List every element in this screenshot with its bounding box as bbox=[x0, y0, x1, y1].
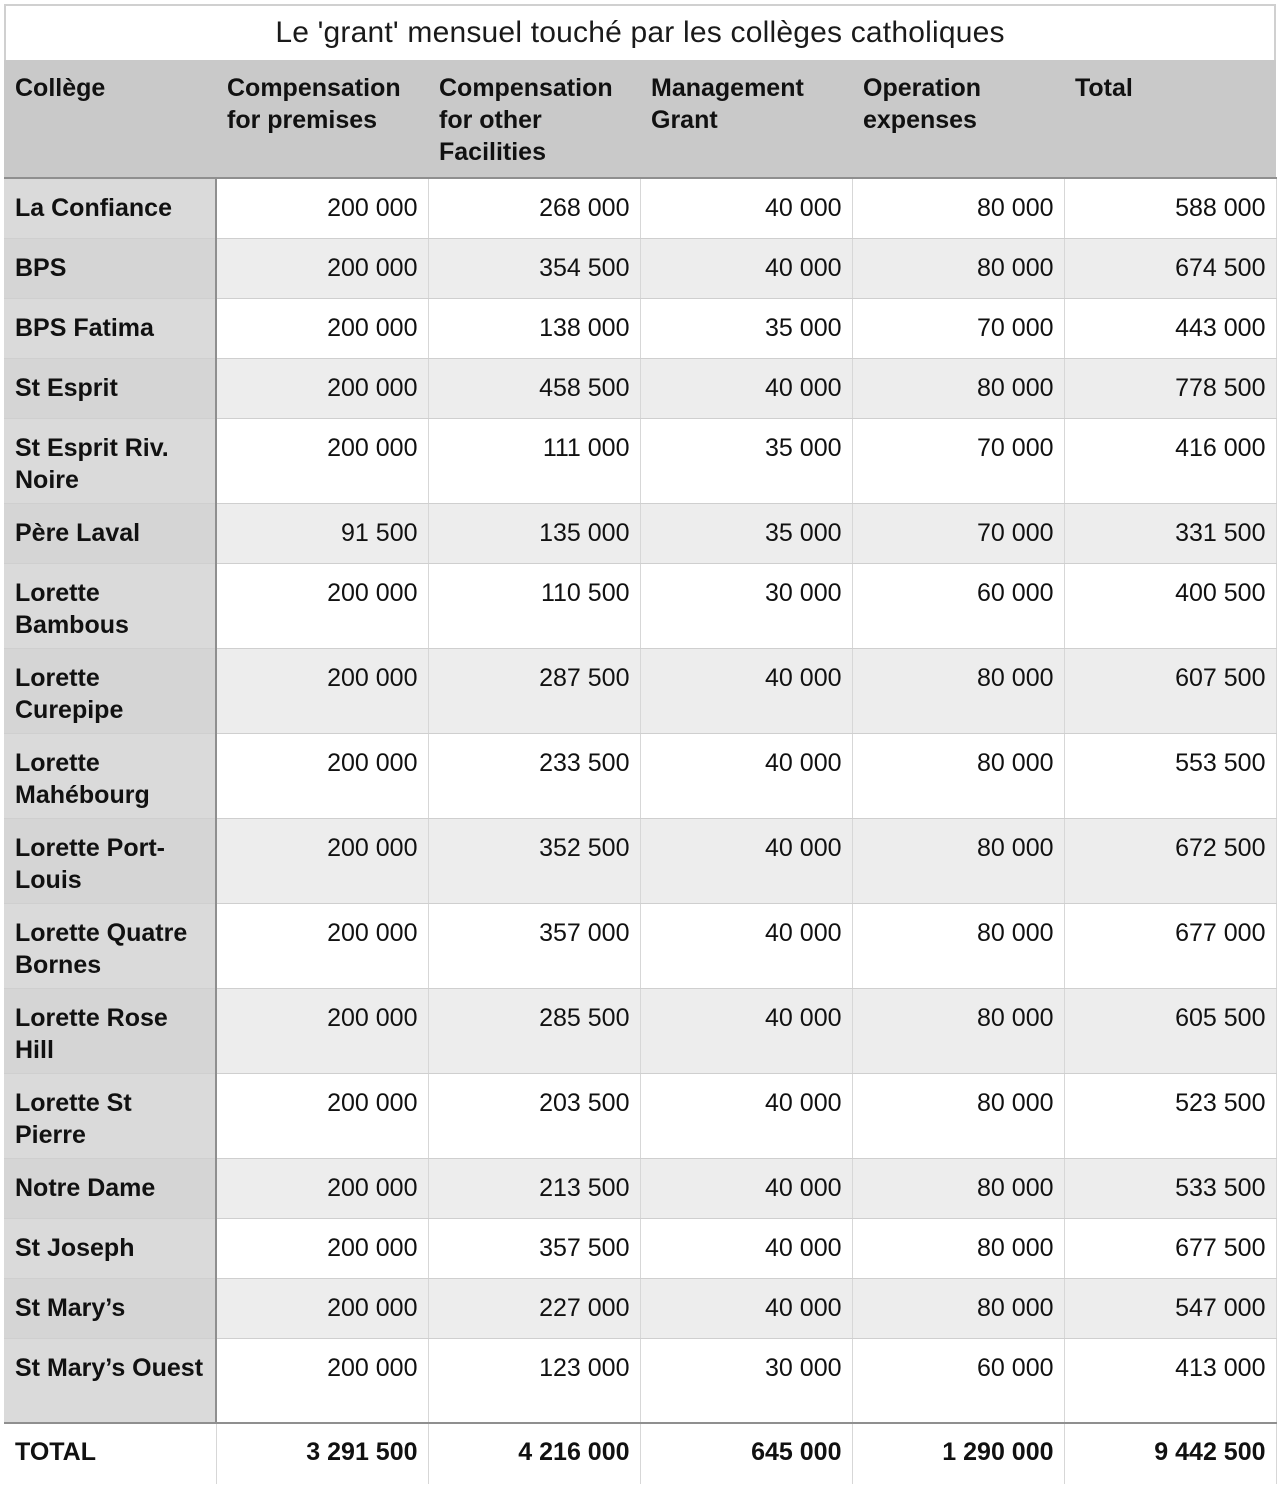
cell-management: 40 000 bbox=[640, 903, 852, 988]
college-name: BPS Fatima bbox=[4, 298, 216, 358]
college-name: Lorette Quatre Bornes bbox=[4, 903, 216, 988]
college-name: St Esprit bbox=[4, 358, 216, 418]
header-compensation-other-facilities: Compensation for other Facilities bbox=[428, 60, 640, 178]
cell-operation: 80 000 bbox=[852, 988, 1064, 1073]
cell-management: 35 000 bbox=[640, 418, 852, 503]
cell-total: 588 000 bbox=[1064, 178, 1276, 238]
college-name: Lorette Rose Hill bbox=[4, 988, 216, 1073]
cell-operation: 60 000 bbox=[852, 563, 1064, 648]
cell-other-facilities: 123 000 bbox=[428, 1338, 640, 1423]
cell-total: 778 500 bbox=[1064, 358, 1276, 418]
total-row bbox=[4, 1423, 1276, 1484]
header-compensation-premises: Compensation for premises bbox=[216, 60, 428, 178]
cell-total: 677 500 bbox=[1064, 1218, 1276, 1278]
cell-other-facilities: 458 500 bbox=[428, 358, 640, 418]
cell-management: 40 000 bbox=[640, 1218, 852, 1278]
cell-premises: 200 000 bbox=[216, 358, 428, 418]
total-cell-management: 645 000 bbox=[640, 1423, 852, 1484]
cell-total: 533 500 bbox=[1064, 1158, 1276, 1218]
table-row bbox=[4, 298, 1276, 358]
cell-total: 416 000 bbox=[1064, 418, 1276, 503]
cell-other-facilities: 138 000 bbox=[428, 298, 640, 358]
cell-premises: 200 000 bbox=[216, 298, 428, 358]
cell-management: 40 000 bbox=[640, 648, 852, 733]
table-row bbox=[4, 648, 1276, 733]
table-title: Le 'grant' mensuel touché par les collèges catholiques bbox=[4, 4, 1276, 60]
table-row bbox=[4, 503, 1276, 563]
cell-total: 413 000 bbox=[1064, 1338, 1276, 1423]
cell-other-facilities: 287 500 bbox=[428, 648, 640, 733]
total-cell-operation: 1 290 000 bbox=[852, 1423, 1064, 1484]
cell-management: 35 000 bbox=[640, 503, 852, 563]
cell-operation: 80 000 bbox=[852, 358, 1064, 418]
college-name: La Confiance bbox=[4, 178, 216, 238]
cell-other-facilities: 203 500 bbox=[428, 1073, 640, 1158]
cell-premises: 91 500 bbox=[216, 503, 428, 563]
cell-other-facilities: 213 500 bbox=[428, 1158, 640, 1218]
cell-total: 331 500 bbox=[1064, 503, 1276, 563]
cell-management: 35 000 bbox=[640, 298, 852, 358]
cell-premises: 200 000 bbox=[216, 733, 428, 818]
cell-management: 40 000 bbox=[640, 238, 852, 298]
total-cell-total: 9 442 500 bbox=[1064, 1423, 1276, 1484]
cell-management: 40 000 bbox=[640, 1278, 852, 1338]
cell-other-facilities: 227 000 bbox=[428, 1278, 640, 1338]
cell-premises: 200 000 bbox=[216, 818, 428, 903]
cell-operation: 60 000 bbox=[852, 1338, 1064, 1423]
college-name: St Esprit Riv. Noire bbox=[4, 418, 216, 503]
cell-management: 40 000 bbox=[640, 178, 852, 238]
table-row bbox=[4, 178, 1276, 238]
table-row bbox=[4, 1218, 1276, 1278]
table-row bbox=[4, 358, 1276, 418]
cell-operation: 80 000 bbox=[852, 178, 1064, 238]
college-name: Père Laval bbox=[4, 503, 216, 563]
cell-total: 607 500 bbox=[1064, 648, 1276, 733]
cell-other-facilities: 352 500 bbox=[428, 818, 640, 903]
college-name: BPS bbox=[4, 238, 216, 298]
cell-operation: 80 000 bbox=[852, 1278, 1064, 1338]
grant-table bbox=[4, 60, 1277, 1484]
table-body bbox=[4, 178, 1276, 1423]
cell-management: 40 000 bbox=[640, 733, 852, 818]
header-management-grant: Management Grant bbox=[640, 60, 852, 178]
cell-premises: 200 000 bbox=[216, 238, 428, 298]
cell-premises: 200 000 bbox=[216, 178, 428, 238]
header-row bbox=[4, 60, 1276, 178]
cell-total: 400 500 bbox=[1064, 563, 1276, 648]
table-row bbox=[4, 818, 1276, 903]
cell-total: 677 000 bbox=[1064, 903, 1276, 988]
header-college: Collège bbox=[4, 60, 216, 178]
cell-other-facilities: 354 500 bbox=[428, 238, 640, 298]
cell-management: 30 000 bbox=[640, 563, 852, 648]
table-row bbox=[4, 1073, 1276, 1158]
cell-total: 443 000 bbox=[1064, 298, 1276, 358]
cell-total: 672 500 bbox=[1064, 818, 1276, 903]
table-row bbox=[4, 1278, 1276, 1338]
college-name: Lorette Bambous bbox=[4, 563, 216, 648]
header-operation-expenses: Operation expenses bbox=[852, 60, 1064, 178]
cell-premises: 200 000 bbox=[216, 563, 428, 648]
table-row bbox=[4, 1338, 1276, 1423]
college-name: Lorette Curepipe bbox=[4, 648, 216, 733]
table-frame bbox=[4, 4, 1276, 1481]
cell-operation: 80 000 bbox=[852, 818, 1064, 903]
cell-premises: 200 000 bbox=[216, 903, 428, 988]
cell-operation: 80 000 bbox=[852, 1218, 1064, 1278]
cell-other-facilities: 285 500 bbox=[428, 988, 640, 1073]
total-cell-other-facilities: 4 216 000 bbox=[428, 1423, 640, 1484]
table-row bbox=[4, 988, 1276, 1073]
cell-other-facilities: 110 500 bbox=[428, 563, 640, 648]
table-row bbox=[4, 563, 1276, 648]
table-row bbox=[4, 1158, 1276, 1218]
cell-premises: 200 000 bbox=[216, 418, 428, 503]
college-name: Lorette St Pierre bbox=[4, 1073, 216, 1158]
cell-operation: 80 000 bbox=[852, 238, 1064, 298]
cell-operation: 80 000 bbox=[852, 733, 1064, 818]
cell-operation: 70 000 bbox=[852, 298, 1064, 358]
cell-other-facilities: 233 500 bbox=[428, 733, 640, 818]
cell-management: 40 000 bbox=[640, 1158, 852, 1218]
cell-management: 40 000 bbox=[640, 1073, 852, 1158]
cell-total: 547 000 bbox=[1064, 1278, 1276, 1338]
cell-premises: 200 000 bbox=[216, 1073, 428, 1158]
cell-other-facilities: 135 000 bbox=[428, 503, 640, 563]
header-total: Total bbox=[1064, 60, 1276, 178]
total-label: TOTAL bbox=[4, 1423, 216, 1484]
cell-operation: 80 000 bbox=[852, 1158, 1064, 1218]
cell-other-facilities: 111 000 bbox=[428, 418, 640, 503]
cell-total: 523 500 bbox=[1064, 1073, 1276, 1158]
cell-other-facilities: 357 000 bbox=[428, 903, 640, 988]
table-row bbox=[4, 733, 1276, 818]
cell-total: 605 500 bbox=[1064, 988, 1276, 1073]
table-row bbox=[4, 903, 1276, 988]
cell-total: 674 500 bbox=[1064, 238, 1276, 298]
cell-other-facilities: 268 000 bbox=[428, 178, 640, 238]
cell-management: 40 000 bbox=[640, 818, 852, 903]
college-name: Lorette Port-Louis bbox=[4, 818, 216, 903]
cell-premises: 200 000 bbox=[216, 1218, 428, 1278]
cell-other-facilities: 357 500 bbox=[428, 1218, 640, 1278]
college-name: St Joseph bbox=[4, 1218, 216, 1278]
cell-total: 553 500 bbox=[1064, 733, 1276, 818]
cell-operation: 80 000 bbox=[852, 648, 1064, 733]
college-name: St Mary’s bbox=[4, 1278, 216, 1338]
table-row bbox=[4, 418, 1276, 503]
total-cell-premises: 3 291 500 bbox=[216, 1423, 428, 1484]
college-name: St Mary’s Ouest bbox=[4, 1338, 216, 1423]
cell-premises: 200 000 bbox=[216, 1158, 428, 1218]
cell-premises: 200 000 bbox=[216, 1278, 428, 1338]
cell-premises: 200 000 bbox=[216, 648, 428, 733]
cell-operation: 70 000 bbox=[852, 503, 1064, 563]
cell-premises: 200 000 bbox=[216, 988, 428, 1073]
college-name: Notre Dame bbox=[4, 1158, 216, 1218]
cell-operation: 80 000 bbox=[852, 903, 1064, 988]
cell-management: 30 000 bbox=[640, 1338, 852, 1423]
cell-operation: 70 000 bbox=[852, 418, 1064, 503]
college-name: Lorette Mahébourg bbox=[4, 733, 216, 818]
cell-management: 40 000 bbox=[640, 988, 852, 1073]
table-row bbox=[4, 238, 1276, 298]
cell-premises: 200 000 bbox=[216, 1338, 428, 1423]
cell-management: 40 000 bbox=[640, 358, 852, 418]
cell-operation: 80 000 bbox=[852, 1073, 1064, 1158]
